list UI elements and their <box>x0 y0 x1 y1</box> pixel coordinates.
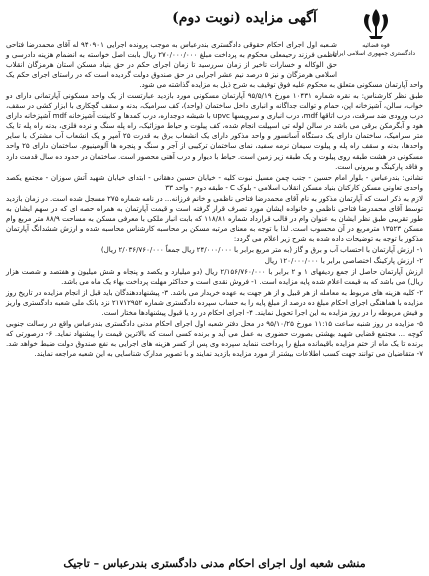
notice-paragraph-address: نشانی: بندرعباس - بلوار امام حسین - جنب چمن مسیل نبوت کلیه - خیابان حسین دهقانی - ابتدای خیابان شهید آتش سوزان - مجتمع یکصد واحدی تعاونی مسکن کارکنان بنیاد مسکن انقلاب اسلامی - بلوک C - طبقه دوم - واحد ۳۳ <box>6 172 423 192</box>
notice-paragraph-intro: شـعبه اول اجرای احکام حقوقی دادگستری بندرعباس به موجب پرونده اجرایی ۹۴۰۹۰۱ له آقای محمدرضا فتاحی ناظمی فرزند رحیمعلی محکوم به پرداخت مبلغ ۲۷۰/۰۰۰/۰۰۰ ریال بابت اصل خواسته به انضمام هزینه دادرسی و حق الوکاله و خسارات تاخیر از زمان سررسید تا زمان اجرای حکم در حق بنیاد مسکن استان هرمزگان انقلاب اسلامی هرمزگان و نیز ۵ درصد نیم عشر اجرایی در حق صندوق دولت گردیده است که در راستای اجرای حکم یک واحد آپارتمان مسکونی متعلق به محکوم علیه فوق توقیف به شرح ذیل به مزایده گذاشته می شود. <box>6 40 423 90</box>
emblem-caption-justice-dept: دادگستری جمهوری اسلامی ایران <box>332 50 415 57</box>
iran-emblem-icon <box>359 6 393 42</box>
notice-paragraph-ownership: لازم به ذکر است که آپارتمان مذکور به نام آقای محمدرضا فتاحی ناظمی و خانم فرزانه... در نامه شماره ۲۷۵ مسجل شده است. در زمان بازدید توسط آقای محمدرضا فتاحی ناظمی و خانواده ایشان مورد تصرف قرار گرفته است و قیمت آپارتمان به همراه حصه ای که در سهم ایشان به طور تقریبی طبق نظر ایشان به عنوان وام در قالب قرارداد شماره ۱۱۸/۸۱ که بابت انبار ملکی با معرفی مسکن به مساحت ۸۸/۹ متر مربع وام مسکن ۱۳۵۲۳ مترمربع در آن محسوب است. لذا با توجه به معنای مرتبه مسکن بر محاسبه کارشناس محاسبه شده و ارزش ششدانگ آپارتمان مذکور با توجه به توضیحات داده شده به شرح زیر اعلام می گردد: <box>6 193 423 243</box>
notice-paragraph-total-value: ارزش آپارتمان حاصل از جمع ردیفهای ۱ و ۲ برابر با ۲/۱۵۶/۷۶۰/۰۰۰ ریال (دو میلیارد و یکصد و پنجاه و شش میلیون و هفتصد و شصت هزار ریال) می باشد که به قیمت اعلام شده پایه مزایده است. ۱- فروش نقدی است و حداکثر مهلت پرداخت بهاء یک ماه می باشد. <box>6 267 423 287</box>
notice-title: آگهی مزایده (نوبت دوم) <box>172 10 317 26</box>
notice-signature: منشی شعبه اول اجرای احکام مدنی دادگستری بندرعباس – تاجیک <box>63 557 366 570</box>
notice-header <box>6 4 423 64</box>
emblem-caption-judiciary: قوه قضائیه <box>362 42 390 49</box>
notice-item-parking-value: ۲- ارزش پارکینگ اختصاصی برابر با ۱۲۰/۰۰۰/۰۰۰ ریال <box>264 255 423 265</box>
notice-item-apartment-value: ۱- ارزش آپارتمان با احتساب آب و برق و گاز (به متر مربع برابر با ۲۴/۰۰۰/۰۰۰ ریال جمعاً ۲/۰۳۶/۷۶۰/۰۰۰ ریال) <box>100 244 423 254</box>
notice-paragraph-expert-opinion: طبق نظر کارشناس: به نقره شماره ۱۰۴۳۱ مورخ ۹۵/۵/۱۹ آپارتمان مسکونی مورد بازدید عبارتست از یک واحد مسکونی آپارتمانی دارای دو خواب، سالن، آشپزخانه اپن، حمام و توالت جداگانه و انباری داخل ساختمان (واحد)، کف سرامیک، بدنه و سقف گچکاری با ابزار کشی در سقف، درب ورودی ضد سرقت، درب اتاقها mdf، درب انباری و سرویسها upvc با شیشه دوجداره، درب کمدها و کابینت آشپزخانه mdf آشپزخانه دارای هود و آبگرمکن برقی می باشد در سالن لوله تی اسپیلت انجام شده، کف پیلوت و حیاط موزائیک، راه پله سنگ و نرده فلزی، بدنه راه پله تا یک متر سرامیک، ساختمان دارای یک دستگاه آسانسور و واحد مذکور دارای یک انشعاب برق به قدرت ۲۵ آمپر و یک انشعاب آب مشترک با سایر واحدها، بدنه و سقف راه پله و پیلوت سیمان نرمه سفید، نمای ساختمان ترکیبی از آجر و سنگ و پنجره ها آلومینیوم. ساختمان دارای ۲۵ واحد مسکونی در هشت طبقه روی پیلوت و یک طبقه زیر زمین است. حیاط با دیوار و درب آهنی محصور است. ساختمان در حدود ده سال قدمت دارد و فاقد پارکینگ و بیرونی است. <box>6 91 424 171</box>
notice-paragraph-terms: ۲- کلیه هزینه های مربوط به معامله از هر قبیل و از هر جهت به عهده خریدار می باشد. ۳- پیشنهاددهندگان باید قبل از انجام مزایده در تاریخ روز مزایده با هماهنگی اجرای احکام مبلغ ده درصد از مبلغ پایه را به حساب سپرده دادگستری شماره ۲۱۷۱۲۹۵۲ نزد بانک ملی شعبه دادگستری واریز و فیش مربوطه را در روز مزایده به این اجرا تحویل نمایند. ۴- اجرای احکام در رد یا قبول پیشنهادها مختار است. <box>6 288 423 318</box>
notice-paragraph-auction-date: ۵- مزایده در روز شنبه ساعت ۱۱:۱۵ مورخ ۹۵/۱۰/۲۵ در محل دفتر شعبه اول اجرای احکام مدنی دادگستری بندرعباس واقع در رسالت جنوبی کوچه ... مجتمع قضایی شهید بهشتی بصورت حضوری به عمل می آید و برنده کسی است که بالاترین قیمت را پیشنهاد نماید. ۶- درصورتی که برنده تا یک ماه از ختم مزایده باقیمانده مبلغ را پرداخت ننماید سپرده وی پس از کسر هزینه های اجرایی به نفع صندوق دولت ضبط خواهد شد. ۷- متقاضیان می توانند جهت کسب اطلاعات بیشتر از مورد مزایده بازدید نمایند و با تصویر مدارک شناسایی به این شعبه مراجعه نمایند. <box>6 319 423 359</box>
